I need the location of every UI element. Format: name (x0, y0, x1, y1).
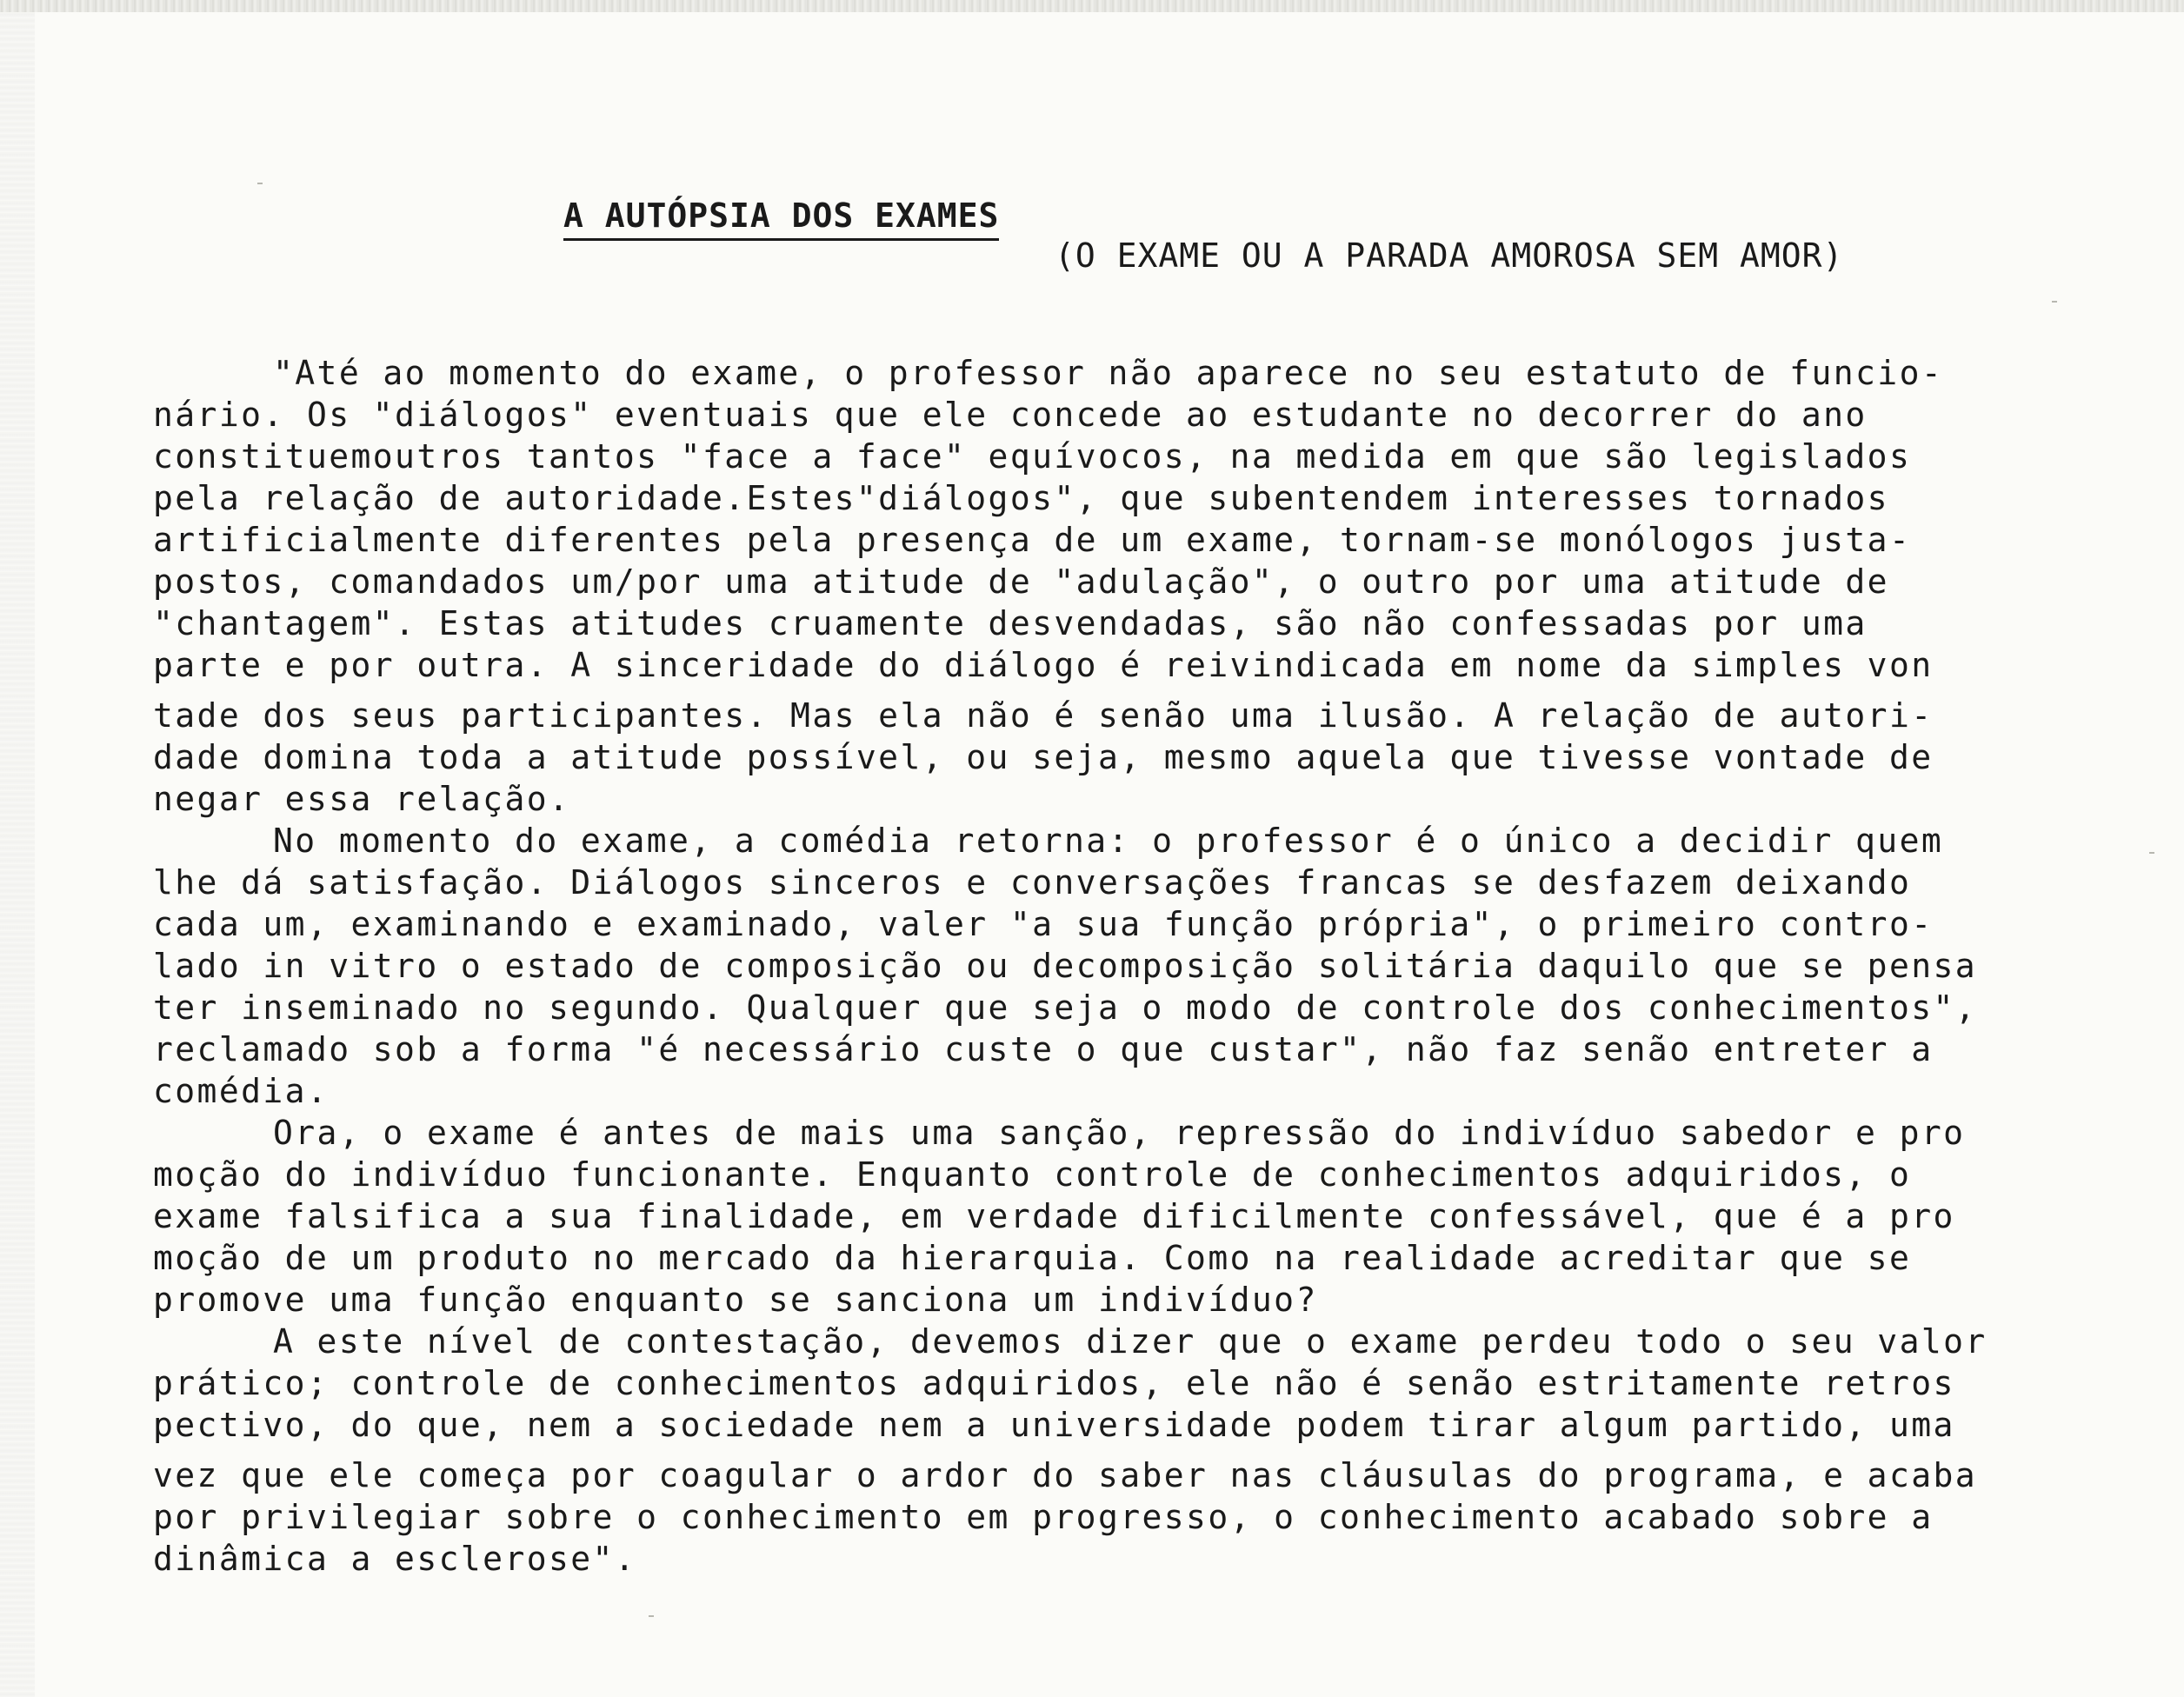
text-line: dinâmica a esclerose". (153, 1540, 637, 1578)
scan-speck (2052, 301, 2057, 303)
text-line: pela relação de autoridade.Estes"diálogos", que subentendem interesses tornados (153, 479, 1889, 517)
title-block (563, 196, 999, 241)
text-line: exame falsifica a sua finalidade, em verdade dificilmente confessável, que é a pro (153, 1197, 1955, 1235)
text-line: dade domina toda a atitude possível, ou seja, mesmo aquela que tivesse vontade de (153, 738, 1934, 776)
scan-noise-left (0, 12, 35, 1697)
document-body (153, 352, 2118, 1580)
text-line: comédia. (153, 1072, 330, 1110)
text-line: por privilegiar sobre o conhecimento em progresso, o conhecimento acabado sobre a (153, 1498, 1934, 1536)
text-line: promove uma função enquanto se sanciona um indivíduo? (153, 1281, 1318, 1319)
text-line: "Até ao momento do exame, o professor não aparece no seu estatuto de funcio- (273, 354, 1944, 392)
text-line: prático; controle de conhecimentos adquiridos, ele não é senão estritamente retros (153, 1364, 1955, 1402)
scan-noise-top (0, 0, 2184, 12)
text-line: "chantagem". Estas atitudes cruamente desvendadas, são não confessadas por uma (153, 604, 1868, 642)
text-line: vez que ele começa por coagular o ardor do saber nas cláusulas do programa, e acaba (153, 1456, 1978, 1494)
text-line: A este nível de contestação, devemos dizer que o exame perdeu todo o seu valor (273, 1322, 1988, 1361)
text-line: negar essa relação. (153, 780, 571, 818)
text-line: postos, comandados um/por uma atitude de "adulação", o outro por uma atitude de (153, 562, 1889, 601)
text-line: lhe dá satisfação. Diálogos sinceros e conversações francas se desfazem deixando (153, 863, 1912, 902)
text-line: tade dos seus participantes. Mas ela não é senão uma ilusão. A relação de autori- (153, 696, 1934, 735)
document-title: A AUTÓPSIA DOS EXAMES (563, 196, 999, 241)
text-line: No momento do exame, a comédia retorna: o professor é o único a decidir quem (273, 822, 1944, 860)
scan-speck (2149, 852, 2154, 854)
text-line: pectivo, do que, nem a sociedade nem a universidade podem tirar algum partido, uma (153, 1406, 1955, 1444)
scan-speck (257, 183, 263, 184)
text-line: reclamado sob a forma "é necessário custe o que custar", não faz senão entreter a (153, 1030, 1934, 1068)
text-line: lado in vitro o estado de composição ou decomposição solitária daquilo que se pensa (153, 947, 1978, 985)
scan-speck (649, 1615, 654, 1617)
text-line: parte e por outra. A sinceridade do diálogo é reivindicada em nome da simples von (153, 646, 1934, 684)
text-line: artificialmente diferentes pela presença de um exame, tornam-se monólogos justa- (153, 521, 1912, 559)
text-line: moção do indivíduo funcionante. Enquanto controle de conhecimentos adquiridos, o (153, 1155, 1912, 1194)
text-line: Ora, o exame é antes de mais uma sanção, repressão do indivíduo sabedor e pro (273, 1114, 1966, 1152)
document-subtitle: (O EXAME OU A PARADA AMOROSA SEM AMOR) (1055, 236, 1844, 275)
text-line: cada um, examinando e examinado, valer "a sua função própria", o primeiro contro- (153, 905, 1934, 943)
text-line: moção de um produto no mercado da hierarquia. Como na realidade acreditar que se (153, 1239, 1912, 1277)
text-line: constituemoutros tantos "face a face" equívocos, na medida em que são legislados (153, 437, 1912, 476)
text-line: nário. Os "diálogos" eventuais que ele concede ao estudante no decorrer do ano (153, 396, 1868, 434)
text-line: ter inseminado no segundo. Qualquer que seja o modo de controle dos conhecimentos", (153, 988, 1978, 1027)
